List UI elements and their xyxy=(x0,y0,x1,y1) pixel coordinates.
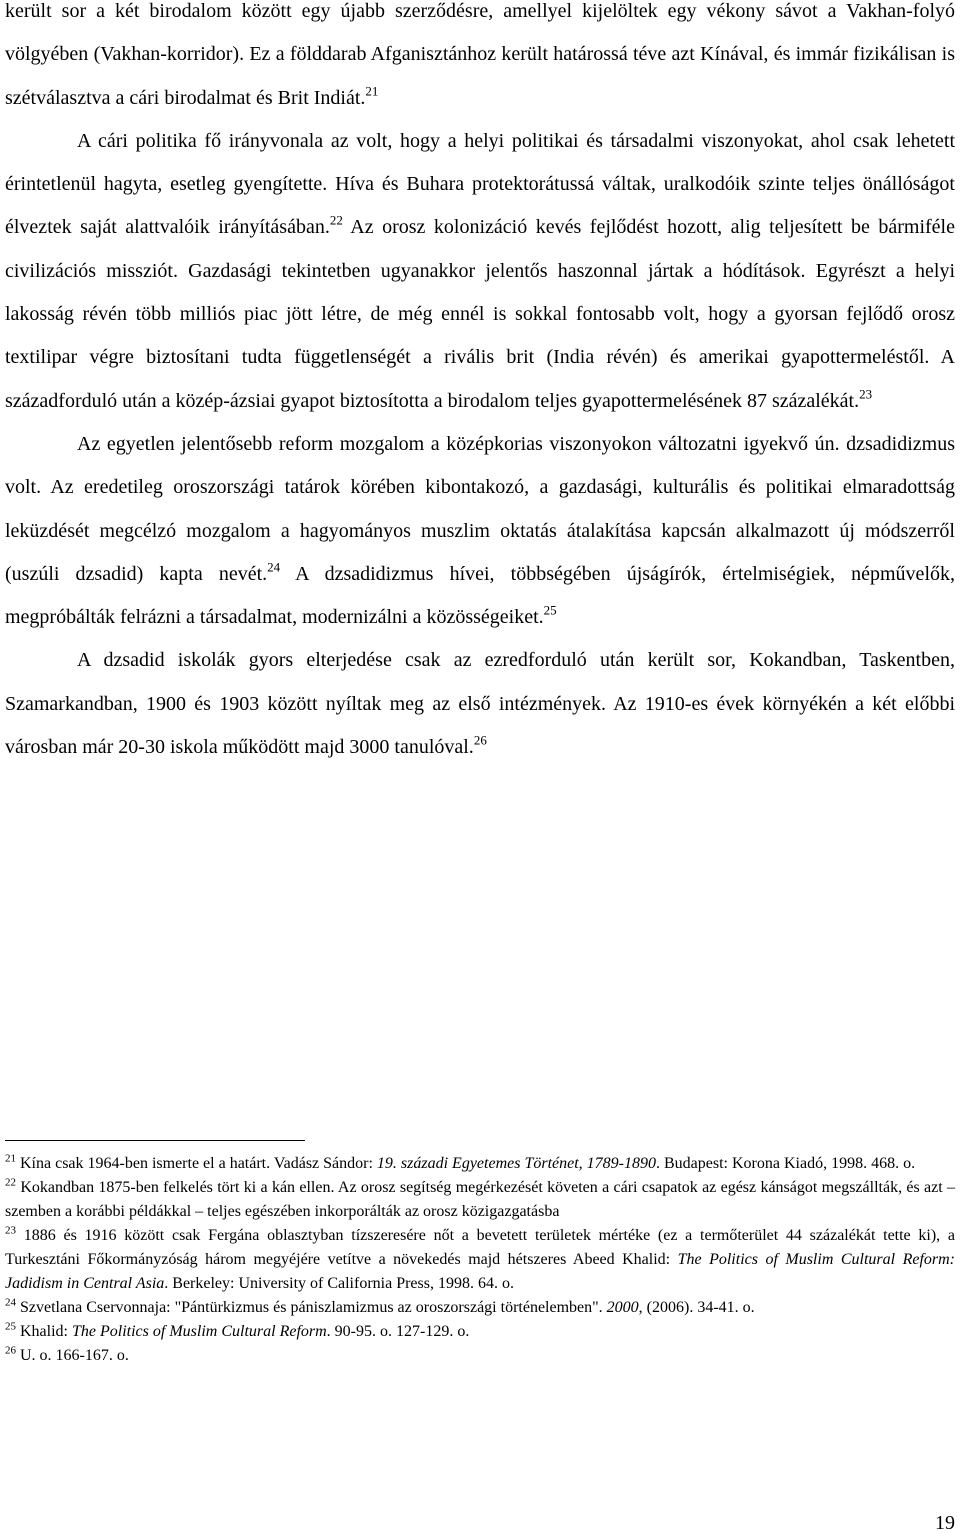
footnote-text: 1886 és 1916 között csak Fergána oblasztyban tízszeresére nőt a bevetett területek mértéke (ez a termőterület 44 százalékát tette ki), a Turkesztáni Főkormányzóság három megyéjére vetítve a növekedés majd hétszeres Abeed Khalid: xyxy=(5,1227,955,1268)
footnote-title: 19. századi Egyetemes Történet, 1789-1890 xyxy=(376,1155,656,1172)
footnote-23 xyxy=(5,1224,955,1296)
paragraph-text: Az egyetlen jelentősebb reform mozgalom a középkorias viszonyokon változatni igyekvő ún. dzsadidizmus volt. Az eredetileg oroszországi tatárok körében kibontakozó, a gazdasági, kulturális és politikai elmaradottság leküzdését megcélzó mozgalom a hagyományos muszlim oktatás átalakítása kapcsán alkalmazott új módszerről (uszúli dzsadid) kapta nevét. xyxy=(5,432,955,585)
footnote-title: The Politics of Muslim Cultural Reform: Jadidism in Central Asia xyxy=(5,1251,955,1292)
footnote-21 xyxy=(5,1152,955,1176)
footnote-title: The Politics of Muslim Cultural Reform xyxy=(72,1323,327,1340)
paragraph-1 xyxy=(5,0,955,120)
footnote-26 xyxy=(5,1344,955,1368)
footnote-ref-24[interactable]: 24 xyxy=(267,559,281,575)
footnote-ref-22[interactable]: 22 xyxy=(329,213,343,229)
footnote-text: Khalid: xyxy=(20,1323,72,1340)
footnote-24 xyxy=(5,1296,955,1320)
footnote-number: 23 xyxy=(5,1224,16,1237)
footnote-22 xyxy=(5,1176,955,1224)
footnote-separator xyxy=(5,1140,305,1141)
footnote-text: . Budapest: Korona Kiadó, 1998. 468. o. xyxy=(656,1155,916,1172)
footnote-number: 26 xyxy=(5,1344,16,1357)
paragraph-text: A dzsadidizmus hívei, többségében újságírók, értelmiségiek, népművelők, megpróbálták felrázni a társadalmat, modernizálni a közösségeiket. xyxy=(5,562,955,629)
paragraph-text: A cári politika fő irányvonala az volt, hogy a helyi politikai és társadalmi viszonyokat, ahol csak lehetett érintetlenül hagyta, esetleg gyengítette. Híva és Buhara protektorátussá váltak, uralkodóik szinte teljes önállóságot élveztek saját alattvalóik irányításában. xyxy=(5,129,955,239)
footnotes xyxy=(5,1152,955,1368)
paragraph-text: A dzsadid iskolák gyors elterjedése csak az ezredforduló után került sor, Kokandban, Taskentben, Szamarkandban, 1900 és 1903 között nyíltak meg az első intézmények. Az 1910-es évek környékén a két előbbi városban már 20-30 iskola működött majd 3000 tanulóval. xyxy=(5,649,955,759)
footnote-text: U. o. 166-167. o. xyxy=(20,1347,129,1364)
paragraph-2 xyxy=(5,120,955,423)
footnote-number: 22 xyxy=(5,1176,16,1189)
footnote-ref-23[interactable]: 23 xyxy=(859,386,873,402)
footnote-ref-25[interactable]: 25 xyxy=(543,602,557,618)
paragraph-text: került sor a két birodalom között egy újabb szerződésre, amellyel kijelöltek egy vékony sávot a Vakhan-folyó völgyében (Vakhan-korridor). Ez a földdarab Afganisztánhoz került határossá téve azt Kínával, és immár fizikálisan is szétválasztva a cári birodalmat és Brit Indiát. xyxy=(5,0,955,109)
page-number: 19 xyxy=(935,1512,955,1534)
footnote-text: Szvetlana Cservonnaja: "Pántürkizmus és pániszlamizmus az oroszországi történelemben". xyxy=(20,1299,607,1316)
footnote-text: , (2006). 34-41. o. xyxy=(638,1299,755,1316)
footnote-number: 25 xyxy=(5,1320,16,1333)
paragraph-4 xyxy=(5,639,955,769)
footnote-text: . Berkeley: University of California Press, 1998. 64. o. xyxy=(164,1275,514,1292)
main-text xyxy=(5,0,955,769)
footnote-number: 24 xyxy=(5,1296,16,1309)
footnote-text: . 90-95. o. 127-129. o. xyxy=(326,1323,470,1340)
paragraph-3 xyxy=(5,423,955,639)
footnote-ref-21[interactable]: 21 xyxy=(365,83,379,99)
footnote-text: Kína csak 1964-ben ismerte el a határt. Vadász Sándor: xyxy=(20,1155,377,1172)
footnote-text: Kokandban 1875-ben felkelés tört ki a kán ellen. Az orosz segítség megérkezését követen a cári csapatok az egész kánságot megszállták, és azt – szemben a korábbi példákkal – teljes egészében inkorporálták az orosz közigazgatásba xyxy=(5,1179,956,1220)
footnote-ref-26[interactable]: 26 xyxy=(473,732,487,748)
footnote-title: 2000 xyxy=(606,1299,639,1316)
paragraph-text: Az orosz kolonizáció kevés fejlődést hozott, alig teljesített be bármiféle civilizációs missziót. Gazdasági tekintetben ugyanakkor jelentős haszonnal jártak a hódítások. Egyrészt a helyi lakosság révén több milliós piac jött létre, de még ennél is sokkal fontosabb volt, hogy a gyorsan fejlődő orosz textilipar végre biztosítani tudta függetlenségét a rivális brit (India révén) és amerikai gyapottermeléstől. A századforduló után a közép-ázsiai gyapot biztosította a birodalom teljes gyapottermelésének 87 százalékát. xyxy=(5,216,955,412)
footnote-25 xyxy=(5,1320,955,1344)
footnote-number: 21 xyxy=(5,1152,16,1165)
